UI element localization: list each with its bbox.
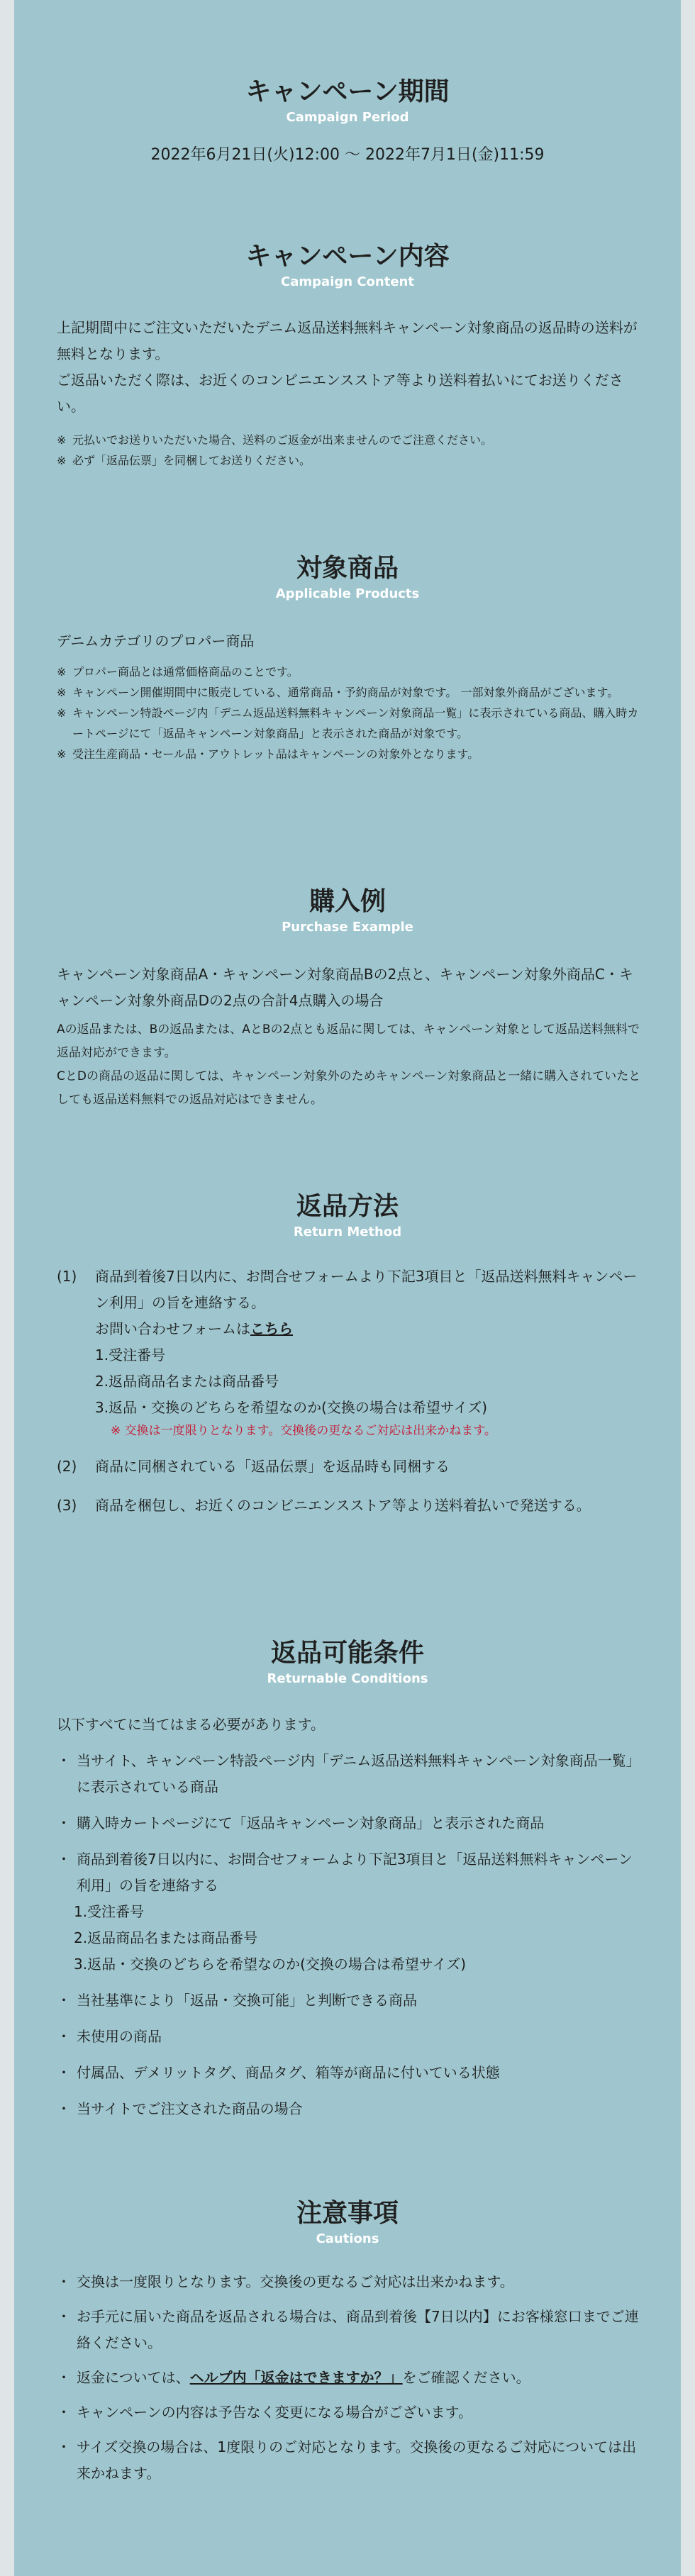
section-subtitle: Purchase Example [282,920,413,935]
section-title: キャンペーン内容 [245,242,450,271]
return-method-body [57,1264,645,1519]
note-item: ※ キャンペーン開催期間中に販売している、通常商品・予約商品が対象です。 一部対象外商品がございます。 [57,686,619,699]
campaign-page [14,0,681,2576]
example-paragraph: CとDの商品の返品に関しては、キャンペーン対象外のためキャンペーン対象商品と一緒に購入されていたとしても返品送料無料での返品対応はできません。 [57,1069,641,1107]
applicable-products-body [57,628,645,764]
sub-item: 2.返品商品名または商品番号 [95,1373,279,1390]
note-item: ※ プロパー商品とは通常価格商品のことです。 [57,665,299,679]
sub-item: 3.返品・交換のどちらを希望なのか(交換の場合は希望サイズ) [95,1399,488,1416]
section-cautions [14,2198,681,2248]
campaign-content-body [57,315,645,471]
help-refund-link[interactable]: ヘルプ内「返金はできますか？」 [189,2369,403,2386]
section-title: 返品可能条件 [270,1639,424,1668]
condition-item: ・ 当サイト、キャンペーン特設ページ内「デニム返品送料無料キャンペーン対象商品一覧」に表示されている商品 [57,1752,640,1795]
caution-item: ・ お手元に届いた商品を返品される場合は、商品到着後【7日以内】にお客様窓口までご連絡ください。 [57,2308,639,2351]
note-item: ※ キャンペーン特設ページ内「デニム返品送料無料キャンペーン対象商品一覧」に表示されている商品、購入時カートページにて「返品キャンペーン対象商品」と表示された商品が対象です。 [57,706,639,740]
content-paragraph: ご返品いただく際は、お近くのコンビニエンスストア等より送料着払いにてお送りください。 [57,372,623,415]
condition-item: ・ 購入時カートページにて「返品キャンペーン対象商品」と表示された商品 [57,1814,545,1831]
section-subtitle: Return Method [293,1225,402,1239]
condition-item: ・ 当社基準により「返品・交換可能」と判断できる商品 [57,1992,417,2009]
purchase-example-body [57,961,645,1112]
section-subtitle: Cautions [316,2231,379,2246]
caution-item: ・ キャンペーンの内容は予告なく変更になる場合がございます。 [57,2404,472,2421]
condition-item: ・ 当サイトでご注文された商品の場合 [57,2100,303,2117]
caution-item: ・ 交換は一度限りとなります。交換後の更なるご対応は出来かねます。 [57,2273,514,2290]
condition-item: ・ 付属品、デメリットタグ、商品タグ、箱等が商品に付いている状態 [57,2064,500,2081]
section-applicable-products [14,553,681,603]
products-lead: デニムカテゴリのプロパー商品 [57,632,255,649]
sub-item: 1.受注番号 [74,1903,145,1920]
sub-item: 1.受注番号 [95,1346,166,1364]
section-returnable-conditions [14,1638,681,1688]
note-item: ※ 必ず「返品伝票」を同梱してお送りください。 [57,454,311,467]
section-purchase-example [14,886,681,936]
section-subtitle: Applicable Products [275,586,420,601]
sub-item: 3.返品・交換のどちらを希望なのか(交換の場合は希望サイズ) [74,1956,467,1973]
return-step: (3) 商品を梱包し、お近くのコンビニエンスストア等より送料着払いで発送する。 [57,1497,591,1514]
form-link-line: お問い合わせフォームはこちら [95,1320,293,1337]
note-item: ※ 受注生産商品・セール品・アウトレット品はキャンペーンの対象外となります。 [57,747,479,761]
caution-item: ・ 返金については、ヘルプ内「返金はできますか？」をご確認ください。 [57,2369,530,2386]
exchange-note: ※ 交換は一度限りとなります。交換後の更なるご対応は出来かねます。 [111,1424,496,1438]
section-title: 購入例 [308,887,386,916]
conditions-lead: 以下すべてに当てはまる必要があります。 [57,1716,325,1733]
note-item: ※ 元払いでお送りいただいた場合、送料のご返金が出来ませんのでご注意ください。 [57,433,493,447]
section-subtitle: Campaign Period [286,110,409,125]
condition-item: ・ 商品到着後7日以内に、お問合せフォームより下記3項目と「返品送料無料キャンペーン利用」の旨を連絡する 1.受注番号 2.返品商品名または商品番号 3.返品・交換のどちらを希望なのか(交換の場合は希望サイズ) [57,1846,645,1978]
section-return-method [14,1191,681,1241]
returnable-conditions-body [57,1712,645,2122]
section-title: 返品方法 [296,1192,399,1221]
section-title: 対象商品 [296,554,399,583]
caution-item: ・ サイズ交換の場合は、1度限りのご対応となります。交換後の更なるご対応については出来かねます。 [57,2438,637,2482]
condition-item: ・ 未使用の商品 [57,2028,162,2045]
campaign-dates: 2022年6月21日(火)12:00 ～ 2022年7月1日(金)11:59 [150,146,545,164]
section-title: キャンペーン期間 [245,77,450,106]
section-subtitle: Campaign Content [281,274,414,289]
section-title: 注意事項 [296,2199,399,2228]
sub-item: 2.返品商品名または商品番号 [74,1929,258,1946]
content-paragraph: 上記期間中にご注文いただいたデニム返品送料無料キャンペーン対象商品の返品時の送料が無料となります。 [57,319,638,362]
example-paragraph: Aの返品または、Bの返品または、AとBの2点とも返品に関しては、キャンペーン対象として返品送料無料で返品対応ができます。 [57,1022,640,1060]
return-step: (1) 商品到着後7日以内に、お問合せフォームより下記3項目と「返品送料無料キャンペーン利用」の旨を連絡する。 お問い合わせフォームはこちら 1.受注番号 2.返品商品名または商品番号 3.返品・交換のどちらを希望なのか(交換の場合は希望サイズ) ※ 交換は一度限りとなります。交換後の更なるご対応は出来かねます。 [57,1264,645,1441]
section-campaign-content [14,241,681,291]
contact-form-link[interactable]: こちら [250,1320,293,1337]
cautions-body [57,2269,645,2487]
example-lead: キャンペーン対象商品A・キャンペーン対象商品Bの2点と、キャンペーン対象外商品C・キャンペーン対象外商品Dの2点の合計4点購入の場合 [57,966,633,1009]
section-campaign-period [14,77,681,166]
section-subtitle: Returnable Conditions [267,1671,428,1686]
return-step: (2) 商品に同梱されている「返品伝票」を返品時も同梱する [57,1458,450,1475]
